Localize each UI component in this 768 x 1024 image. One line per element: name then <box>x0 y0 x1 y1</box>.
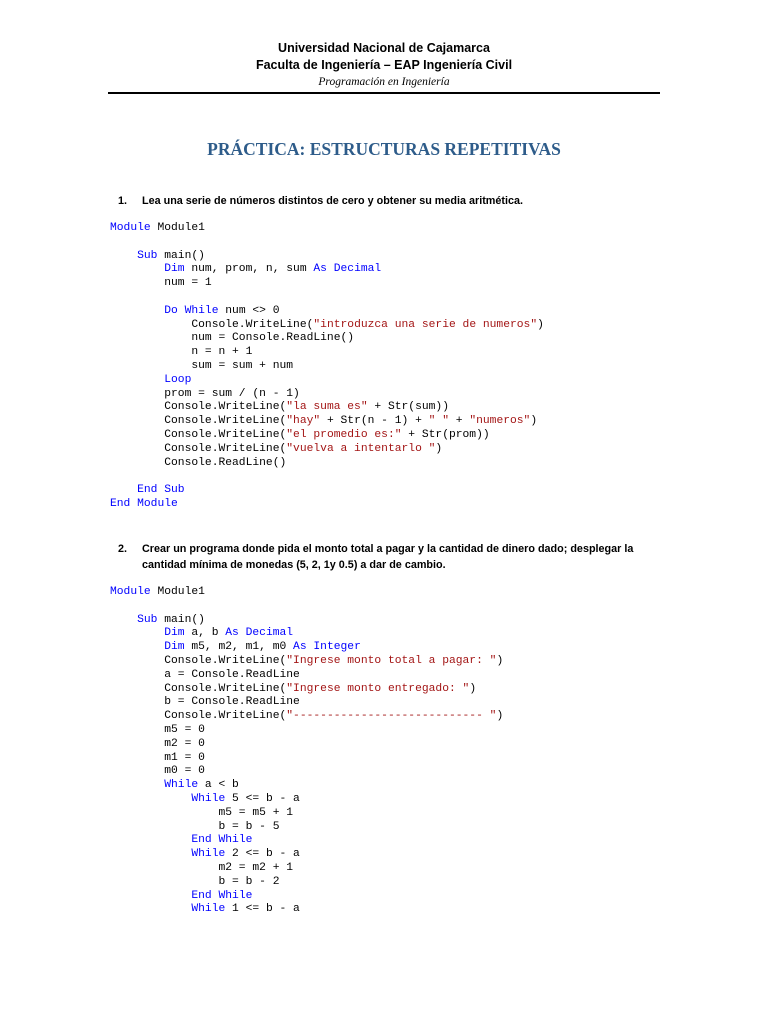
code-text <box>110 834 191 846</box>
code-keyword: While <box>191 848 226 861</box>
code-text: main() <box>157 249 205 262</box>
code-string: "el promedio es:" <box>286 428 402 441</box>
code-line <box>110 429 670 443</box>
code-text: m5, m2, m1, m0 <box>184 641 294 654</box>
code-line <box>110 600 670 614</box>
code-keyword: While <box>218 834 253 847</box>
code-text: + Str(n - 1) + <box>320 415 429 428</box>
code-keyword: While <box>191 792 226 805</box>
code-text <box>239 627 246 639</box>
code-text: m2 = 0 <box>110 737 205 750</box>
code-text: ) <box>496 654 504 667</box>
code-text <box>110 903 191 915</box>
code-text <box>110 641 164 653</box>
code-line <box>110 332 670 346</box>
code-line <box>110 793 670 807</box>
code-text: num, prom, n, sum <box>184 263 314 276</box>
code-text <box>110 250 137 262</box>
code-keyword: Sub <box>164 484 185 497</box>
code-keyword: Dim <box>164 627 185 640</box>
code-text <box>110 848 191 860</box>
code-text: Console.WriteLine( <box>110 654 287 667</box>
code-line <box>110 821 670 835</box>
code-keyword: Sub <box>137 613 158 626</box>
code-string: " " <box>428 415 449 428</box>
code-text: prom = sum / (n - 1) <box>110 387 300 400</box>
code-string: "la suma es" <box>286 401 368 414</box>
code-line <box>110 236 670 250</box>
code-text: Console.WriteLine( <box>110 682 287 695</box>
code-keyword: End <box>110 497 131 510</box>
code-keyword: Module <box>110 586 151 598</box>
code-line <box>110 807 670 821</box>
code-keyword: While <box>218 889 253 902</box>
code-line <box>110 498 670 512</box>
code-text: num = Console.ReadLine() <box>110 332 355 345</box>
code-text: m5 = m5 + 1 <box>110 806 294 819</box>
code-line <box>110 779 670 793</box>
code-line <box>110 360 670 374</box>
code-keyword: Module <box>137 497 178 510</box>
code-keyword: Integer <box>313 641 361 654</box>
code-text: b = b - 5 <box>110 820 280 833</box>
code-text: 5 <= b - a <box>225 792 300 805</box>
code-text: + Str(sum)) <box>367 401 449 414</box>
code-line <box>110 250 670 264</box>
code-text: ) <box>469 682 477 695</box>
code-keyword: End <box>191 889 212 902</box>
header-course: Programación en Ingeniería <box>318 76 450 88</box>
code-string: "hay" <box>286 415 321 428</box>
code-line <box>110 346 670 360</box>
code-keyword: Loop <box>164 373 192 386</box>
code-block-2 <box>110 586 670 917</box>
code-keyword: While <box>164 779 199 792</box>
code-line <box>110 696 670 710</box>
code-line <box>110 443 670 457</box>
code-text <box>327 263 334 275</box>
code-string: "numeros" <box>469 415 531 428</box>
code-text: num = 1 <box>110 277 212 290</box>
code-line <box>110 305 670 319</box>
code-text <box>110 614 137 626</box>
code-keyword: While <box>184 304 219 317</box>
code-text: m2 = m2 + 1 <box>110 861 294 874</box>
code-text: m1 = 0 <box>110 751 205 764</box>
code-keyword: As <box>293 641 307 654</box>
code-keyword: Decimal <box>333 263 382 276</box>
code-line <box>110 710 670 724</box>
code-line <box>110 876 670 890</box>
code-line <box>110 834 670 848</box>
code-text: ) <box>496 710 504 723</box>
code-text: + <box>448 415 470 428</box>
page-title: PRÁCTICA: ESTRUCTURAS REPETITIVAS <box>207 139 561 159</box>
code-line <box>110 484 670 498</box>
code-keyword: Dim <box>164 641 185 654</box>
code-line <box>110 586 670 600</box>
code-text: Console.WriteLine( <box>110 710 287 723</box>
code-line <box>110 903 670 917</box>
code-line <box>110 848 670 862</box>
code-text: Console.WriteLine( <box>110 401 287 414</box>
code-text <box>110 793 191 805</box>
code-text: num <> 0 <box>218 304 280 317</box>
code-line <box>110 291 670 305</box>
code-text <box>110 484 137 496</box>
code-text <box>178 305 185 317</box>
code-line <box>110 655 670 669</box>
code-line <box>110 415 670 429</box>
code-text: ) <box>537 318 544 331</box>
code-text <box>110 374 164 386</box>
code-line <box>110 669 670 683</box>
code-keyword: End <box>191 834 212 847</box>
code-line <box>110 738 670 752</box>
code-keyword: Sub <box>137 249 158 262</box>
problem-2-number: 2. <box>118 543 128 555</box>
code-text <box>110 263 164 275</box>
code-string: "vuelva a intentarlo " <box>286 442 436 455</box>
code-text <box>110 890 191 902</box>
code-line <box>110 641 670 655</box>
code-text: m0 = 0 <box>110 765 205 778</box>
code-text: a < b <box>198 779 239 792</box>
code-line <box>110 683 670 697</box>
code-line <box>110 614 670 628</box>
code-keyword: Module <box>110 222 151 234</box>
code-line <box>110 470 670 484</box>
code-text: Console.ReadLine() <box>110 456 287 469</box>
code-line <box>110 277 670 291</box>
code-keyword: Dim <box>164 263 185 276</box>
code-text: a, b <box>184 627 226 640</box>
header-divider <box>108 92 660 94</box>
code-line <box>110 388 670 402</box>
code-line <box>110 319 670 333</box>
code-line <box>110 374 670 388</box>
code-text: Console.WriteLine( <box>110 428 287 441</box>
code-text: Module1 <box>150 222 205 234</box>
code-text: Module1 <box>150 586 205 598</box>
code-text: b = Console.ReadLine <box>110 696 300 709</box>
code-text: m5 = 0 <box>110 723 205 736</box>
code-text <box>110 305 164 317</box>
code-string: "introduzca una serie de numeros" <box>313 318 538 331</box>
code-text <box>110 779 164 791</box>
code-line <box>110 627 670 641</box>
code-string: "Ingrese monto total a pagar: " <box>286 654 497 667</box>
code-line <box>110 890 670 904</box>
code-keyword: As <box>313 263 327 276</box>
code-text: Console.WriteLine( <box>110 318 314 331</box>
code-text <box>110 627 164 639</box>
code-text: ) <box>435 442 443 455</box>
code-text: Console.WriteLine( <box>110 442 287 455</box>
code-text: 2 <= b - a <box>225 848 300 861</box>
code-text: main() <box>157 613 205 626</box>
code-line <box>110 401 670 415</box>
header-faculty: Faculta de Ingeniería – EAP Ingeniería Civil <box>255 58 513 72</box>
code-line <box>110 862 670 876</box>
problem-2-text: Crear un programa donde pida el monto total a pagar y la cantidad de dinero dado; desplegar la cantidad mínima de monedas (5, 2, 1y 0.5) a dar de cambio. <box>142 543 634 571</box>
code-line <box>110 457 670 471</box>
header-university: Universidad Nacional de Cajamarca <box>278 41 490 55</box>
code-text: ) <box>530 415 538 428</box>
code-text: Console.WriteLine( <box>110 415 287 428</box>
code-text: b = b - 2 <box>110 875 280 888</box>
code-text: + Str(prom)) <box>401 428 490 441</box>
code-string: "Ingrese monto entregado: " <box>286 682 470 695</box>
code-keyword: While <box>191 903 226 916</box>
code-text: n = n + 1 <box>110 346 253 359</box>
code-keyword: Do <box>164 304 178 317</box>
code-string: "---------------------------- " <box>286 710 497 723</box>
code-line <box>110 765 670 779</box>
code-line <box>110 752 670 766</box>
code-block-1 <box>110 222 670 512</box>
problem-1-text: Lea una serie de números distintos de cero y obtener su media aritmética. <box>142 195 524 207</box>
code-keyword: As <box>225 627 239 640</box>
code-text: sum = sum + num <box>110 359 294 372</box>
code-text: a = Console.ReadLine <box>110 668 300 681</box>
code-keyword: End <box>137 484 158 497</box>
problem-1-number: 1. <box>118 195 128 207</box>
code-line <box>110 724 670 738</box>
code-text: 1 <= b - a <box>225 903 300 916</box>
code-line <box>110 263 670 277</box>
code-line <box>110 222 670 236</box>
code-keyword: Decimal <box>245 627 294 640</box>
